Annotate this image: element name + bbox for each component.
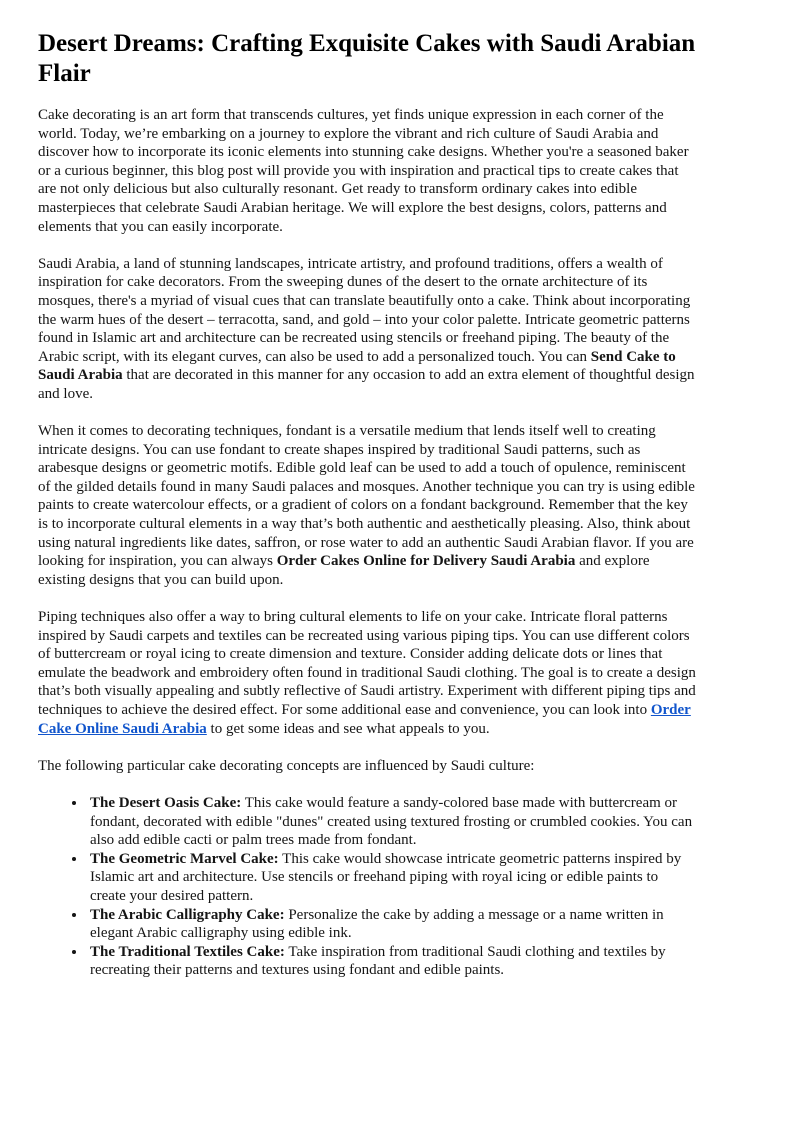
paragraph-techniques-text-2: and explore existing designs that you can build upon.	[38, 553, 650, 588]
paragraph-piping	[38, 608, 697, 738]
bold-order-cakes-delivery-phrase: Order Cakes Online for Delivery Saudi Arabia	[276, 553, 576, 570]
paragraph-intro	[38, 106, 697, 236]
list-item-label: The Desert Oasis Cake:	[90, 794, 242, 811]
paragraph-techniques-text: When it comes to decorating techniques, fondant is a versatile medium that lends itself well to creating intricate designs. You can use fondant to create shapes inspired by traditional Saudi patterns, such as arabesque designs or geometric motifs. Edible gold leaf can be used to add a touch of opulence, reminiscent of the gilded details found in many Saudi palaces and mosques. Another technique you can try is using edible paints to create watercolour effects, or a gradient of colors on a fondant background. Remember that the key is to incorporate cultural elements in a way that’s both authentic and aesthetically pleasing. Also, think about using natural ingredients like dates, saffron, or rose water to add an authentic Saudi Arabian flavor. If you are looking for inspiration, you can always	[38, 423, 695, 570]
paragraph-piping-text: Piping techniques also offer a way to bring cultural elements to life on your cake. Intricate floral patterns inspired by Saudi carpets and textiles can be recreated using various piping tips. You can use different colors of buttercream or royal icing to create dimension and texture. Consider adding delicate dots or lines that emulate the beadwork and embroidery often found in traditional Saudi clothing. The goal is to create a design that’s both visually appealing and subtly reflective of Saudi artistry. Experiment with different piping tips and techniques to achieve the desired effect. For some additional ease and convenience, you can look into	[38, 609, 696, 718]
list-item-text: Take inspiration from traditional Saudi clothing and textiles by recreating their patterns and textures using fondant and edible paints.	[90, 943, 666, 979]
list-item-text: Personalize the cake by adding a message or a name written in elegant Arabic calligraphy using edible ink.	[90, 906, 664, 942]
list-item-desert-oasis	[87, 794, 697, 850]
paragraph-inspiration	[38, 255, 697, 404]
concept-list	[38, 794, 697, 980]
list-item-traditional-textiles	[87, 943, 697, 980]
list-item-text: This cake would feature a sandy-colored base made with buttercream or fondant, decorated with edible "dunes" created using textured frosting or crumbled cookies. You can also add edible cacti or palm trees made from fondant.	[90, 794, 693, 849]
list-item-label: The Traditional Textiles Cake:	[90, 943, 285, 960]
paragraph-inspiration-text-2: that are decorated in this manner for any occasion to add an extra element of thoughtful design and love.	[38, 367, 695, 402]
list-intro-text: The following particular cake decorating concepts are influenced by Saudi culture:	[38, 757, 535, 774]
paragraph-intro-text: Cake decorating is an art form that transcends cultures, yet finds unique expression in each corner of the world. Today, we’re embarking on a journey to explore the vibrant and rich culture of Saudi Arabia and discover how to incorporate its iconic elements into stunning cake designs. Whether you're a seasoned baker or a curious beginner, this blog post will provide you with inspiration and practical tips to create cakes that are not only delicious but also culturally resonant. Get ready to transform ordinary cakes into edible masterpieces that celebrate Saudi Arabian heritage. We will explore the best designs, colors, patterns and elements that you can easily incorporate.	[38, 107, 689, 235]
list-item-geometric-marvel	[87, 850, 697, 906]
paragraph-piping-text-2: to get some ideas and see what appeals to you.	[206, 720, 490, 737]
list-item-arabic-calligraphy	[87, 906, 697, 943]
list-item-label: The Arabic Calligraphy Cake:	[90, 906, 285, 923]
page-title: Desert Dreams: Crafting Exquisite Cakes with Saudi Arabian Flair	[38, 30, 696, 87]
paragraph-inspiration-text: Saudi Arabia, a land of stunning landscapes, intricate artistry, and profound traditions, offers a wealth of inspiration for cake decorators. From the sweeping dunes of the desert to the ornate architecture of its mosques, there's a myriad of visual cues that can translate beautifully onto a cake. Think about incorporating the warm hues of the desert – terracotta, sand, and gold – into your color palette. Intricate geometric patterns found in Islamic art and architecture can be recreated using stencils or freehand piping. The beauty of the Arabic script, with its elegant curves, can also be used to add a personalized touch. You can	[38, 255, 691, 365]
list-item-label: The Geometric Marvel Cake:	[90, 850, 279, 867]
list-intro	[38, 757, 697, 776]
bold-send-cake-phrase: Send Cake to Saudi Arabia	[38, 348, 676, 384]
list-item-text: This cake would showcase intricate geometric patterns inspired by Islamic art and architecture. Use stencils or freehand piping with royal icing or edible paints to create your desired pattern.	[90, 850, 682, 904]
order-cake-online-link[interactable]: Order Cake Online Saudi Arabia	[38, 702, 691, 737]
paragraph-techniques	[38, 422, 697, 589]
